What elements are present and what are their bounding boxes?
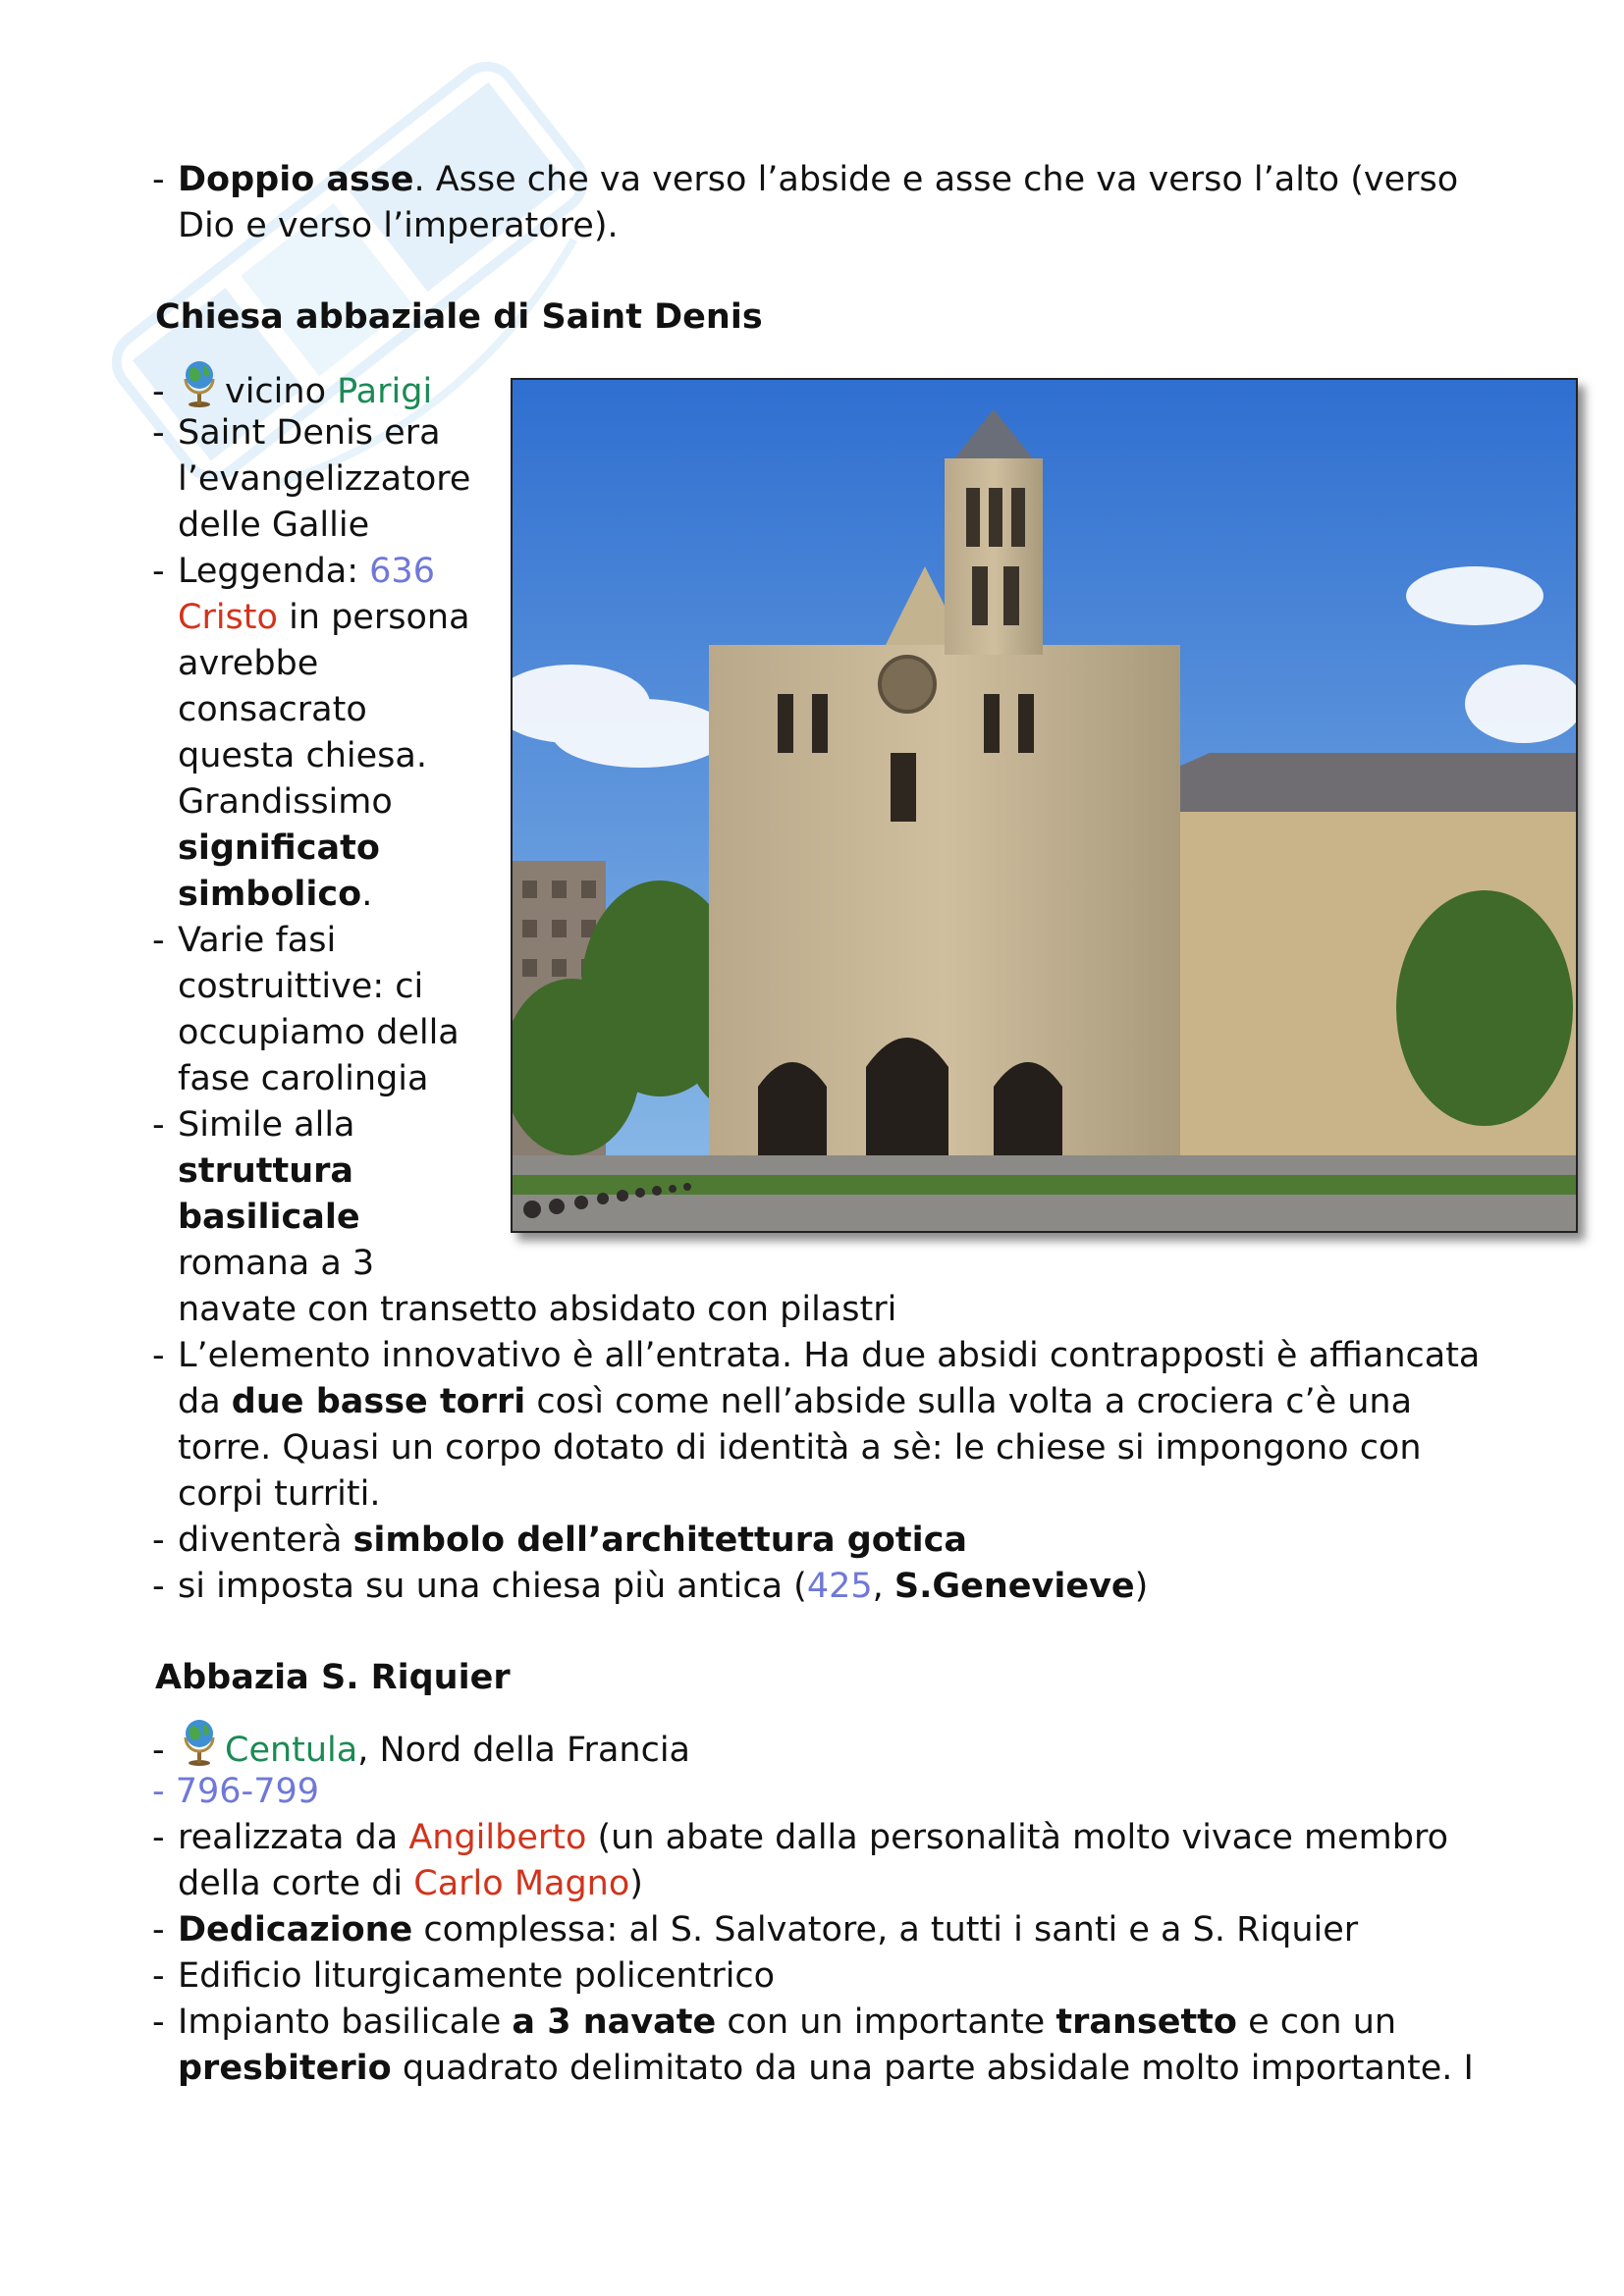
bullet-line: -si imposta su una chiesa più antica (425, S.Genevieve) — [152, 1567, 1149, 1606]
bullet-line: -vicino Parigi — [152, 357, 432, 415]
bullet-line: -Simile alla — [152, 1105, 355, 1145]
bullet-line: -realizzata da Angilberto (un abate dalla personalità molto vivace membro — [152, 1818, 1448, 1857]
bullet-line: - 796-799 — [152, 1772, 319, 1811]
bullet-continuation: fase carolingia — [178, 1059, 429, 1098]
bullet-line: -Leggenda: 636 — [152, 552, 435, 591]
bullet-continuation: avrebbe — [178, 644, 319, 683]
bullet-continuation: delle Gallie — [178, 506, 370, 545]
bullet-line: -Saint Denis era — [152, 413, 441, 453]
bullet-continuation: romana a 3 — [178, 1244, 375, 1283]
bullet-line: -Impianto basilicale a 3 navate con un importante transetto e con un — [152, 2002, 1397, 2042]
section-heading: Chiesa abbaziale di Saint Denis — [155, 297, 763, 337]
bullet-continuation: Dio e verso l’imperatore). — [178, 206, 619, 245]
bullet-line: -diventerà simbolo dell’architettura gotica — [152, 1521, 967, 1560]
bullet-continuation: Cristo in persona — [178, 598, 470, 637]
bullet-line: -Centula, Nord della Francia — [152, 1716, 690, 1774]
saint-denis-photo — [511, 378, 1578, 1233]
bullet-line: -Edificio liturgicamente policentrico — [152, 1956, 776, 1996]
globe-icon — [178, 1716, 221, 1767]
bullet-line: -L’elemento innovativo è all’entrata. Ha due absidi contrapposti è affiancata — [152, 1336, 1481, 1375]
bullet-continuation: corpi turriti. — [178, 1474, 381, 1514]
bullet-continuation: consacrato — [178, 690, 367, 729]
bullet-continuation: navate con transetto absidato con pilastri — [178, 1290, 897, 1329]
bullet-continuation: da due basse torri così come nell’abside sulla volta a crociera c’è una — [178, 1382, 1413, 1421]
globe-icon — [178, 357, 221, 408]
basilica-illustration — [513, 380, 1576, 1231]
bullet-line: -Doppio asse. Asse che va verso l’abside e asse che va verso l’alto (verso — [152, 160, 1459, 199]
bullet-continuation: Grandissimo — [178, 782, 393, 822]
bullet-line: -Dedicazione complessa: al S. Salvatore, a tutti i santi e a S. Riquier — [152, 1910, 1359, 1949]
bullet-continuation: occupiamo della — [178, 1013, 460, 1052]
bullet-continuation: struttura — [178, 1151, 353, 1191]
bullet-continuation: presbiterio quadrato delimitato da una parte absidale molto importante. I — [178, 2049, 1474, 2088]
bullet-continuation: significato — [178, 828, 380, 868]
section-heading: Abbazia S. Riquier — [155, 1658, 511, 1697]
bullet-continuation: l’evangelizzatore — [178, 459, 471, 499]
bullet-continuation: della corte di Carlo Magno) — [178, 1864, 643, 1903]
bullet-continuation: costruittive: ci — [178, 967, 424, 1006]
bullet-continuation: questa chiesa. — [178, 736, 427, 775]
bullet-continuation: simbolico. — [178, 875, 373, 914]
bullet-continuation: torre. Quasi un corpo dotato di identità a sè: le chiese si impongono con — [178, 1428, 1422, 1468]
bullet-line: -Varie fasi — [152, 921, 337, 960]
bullet-continuation: basilicale — [178, 1198, 360, 1237]
